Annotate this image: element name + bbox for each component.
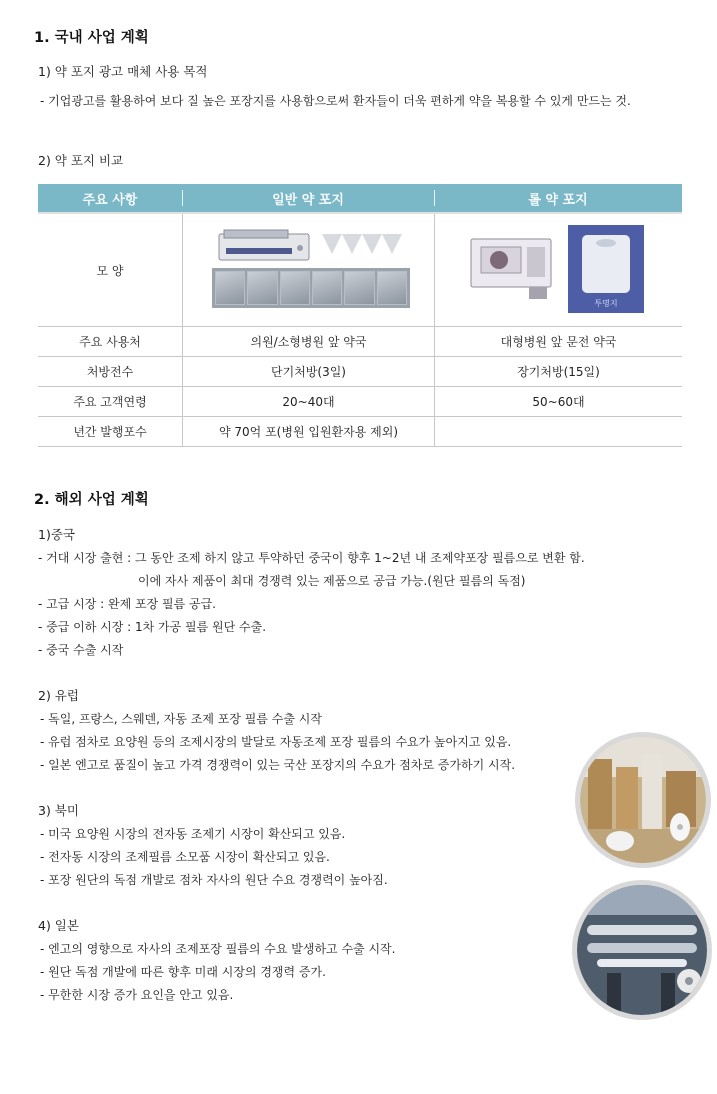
china-title: 1)중국	[38, 527, 75, 542]
section1-sub2-title: 2) 약 포지 비교	[38, 153, 124, 168]
section1-sub1-text: - 기업광고를 활용하여 보다 질 높은 포장지를 사용함으로써 환자들이 더욱 편하게 약을 복용할 수 있게 만드는 것.	[40, 94, 631, 108]
regular-value: 20~40대	[182, 387, 434, 416]
header-regular-pouch: 일반 약 포지	[182, 184, 434, 212]
pouch-shape-icon	[322, 234, 342, 254]
transparent-film-roll-icon	[568, 225, 644, 313]
china-line: - 고급 시장 : 완제 포장 필름 공급.	[38, 597, 216, 611]
japan-title: 4) 일본	[38, 918, 79, 933]
section2-title: 2. 해외 사업 계획	[34, 492, 149, 508]
film-production-machine-photo	[572, 880, 712, 1020]
roll-packaging-machine-icon	[469, 235, 553, 301]
roll-image-caption: 투명지	[594, 299, 618, 308]
pouch-shape-icon	[362, 234, 382, 254]
japan-line: - 무한한 시장 증가 요인을 안고 있음.	[40, 988, 234, 1002]
section1-title: 1. 국내 사업 계획	[34, 30, 149, 46]
row-label: 처방전수	[86, 365, 134, 379]
table-header	[38, 184, 682, 212]
northamerica-line: - 미국 요양원 시장의 전자동 조제기 시장이 확산되고 있음.	[40, 827, 346, 841]
table-row	[38, 327, 682, 357]
china-line: - 거대 시장 출현 : 그 동안 조제 하지 않고 투약하던 중국이 향후 1~2년 내 조제약포장 필름으로 변환 함.	[38, 551, 585, 565]
table-row	[38, 387, 682, 417]
film-roll-warehouse-photo	[575, 732, 711, 868]
table-row	[38, 357, 682, 387]
header-main-item: 주요 사항	[82, 192, 138, 208]
northamerica-line: - 전자동 시장의 조제필름 소모품 시장이 확산되고 있음.	[40, 850, 330, 864]
northamerica-title: 3) 북미	[38, 803, 79, 818]
china-line: - 중국 수출 시작	[38, 643, 124, 657]
japan-line: - 원단 독점 개발에 따른 향후 미래 시장의 경쟁력 증가.	[40, 965, 326, 979]
row-label: 년간 발행포수	[73, 425, 147, 439]
regular-value: 의원/소형병원 앞 약국	[182, 327, 434, 356]
row-label: 주요 사용처	[79, 335, 141, 349]
europe-line: - 독일, 프랑스, 스웨덴, 자동 조제 포장 필름 수출 시작	[40, 712, 322, 726]
europe-title: 2) 유럽	[38, 688, 79, 703]
shape-label: 모 양	[96, 263, 124, 278]
comparison-table	[38, 184, 682, 447]
roll-value: 대형병원 앞 문전 약국	[434, 327, 682, 356]
regular-value: 단기처방(3일)	[182, 357, 434, 386]
china-line: - 중급 이하 시장 : 1차 가공 필름 원단 수출.	[38, 620, 267, 634]
europe-line: - 유럽 점차로 요양원 등의 조제시장의 발달로 자동조제 포장 필름의 수요가 높아지고 있음.	[40, 735, 512, 749]
pouch-shape-icon	[342, 234, 362, 254]
roll-value: 50~60대	[434, 387, 682, 416]
row-label: 주요 고객연령	[73, 395, 147, 409]
europe-line: - 일본 엔고로 품질이 높고 가격 경쟁력이 있는 국산 포장지의 수요가 점차로 증가하기 시작.	[40, 758, 516, 772]
regular-value: 약 70억 포(병원 입원환자용 제외)	[182, 417, 434, 446]
pharmacy-packaging-machine-icon	[218, 228, 310, 262]
medicine-envelope-strip-icon	[212, 268, 410, 308]
pouch-shape-icon	[382, 234, 402, 254]
northamerica-line: - 포장 원단의 독점 개발로 점차 자사의 원단 수요 경쟁력이 높아짐.	[40, 873, 388, 887]
section1-sub1-title: 1) 약 포지 광고 매체 사용 목적	[38, 64, 208, 79]
roll-value	[434, 417, 682, 446]
japan-line: - 엔고의 영향으로 자사의 조제포장 필름의 수요 발생하고 수출 시작.	[40, 942, 396, 956]
table-row	[38, 417, 682, 447]
roll-value: 장기처방(15일)	[434, 357, 682, 386]
header-roll-pouch: 롤 약 포지	[434, 184, 682, 212]
china-line: 이에 자사 제품이 최대 경쟁력 있는 제품으로 공급 가능.(원단 필름의 독점)	[138, 574, 526, 588]
